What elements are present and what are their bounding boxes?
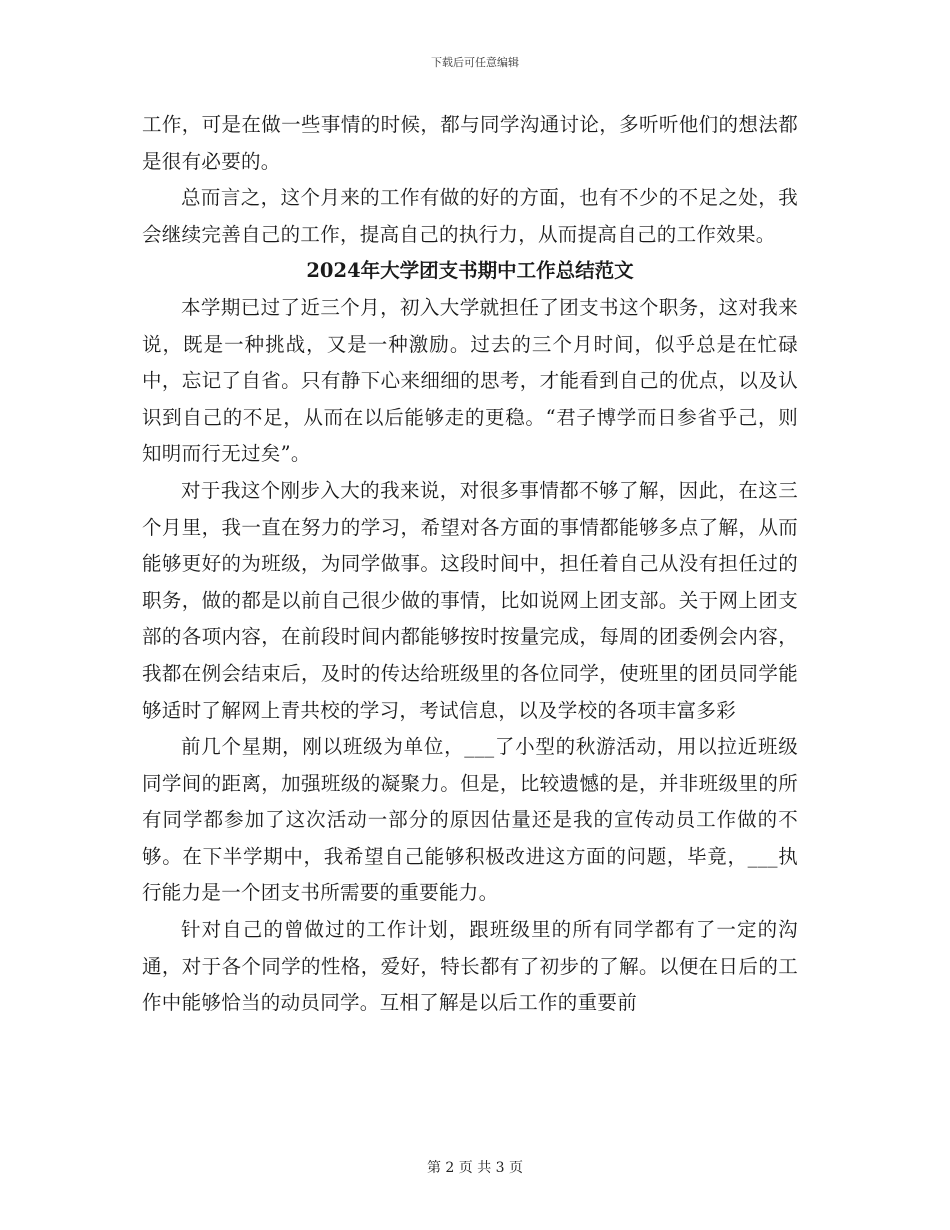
paragraph-activity: 前几个星期，刚以班级为单位，___了小型的秋游活动，用以拉近班级同学间的距离，加强班级的凝聚力。但是，比较遗憾的是，并非班级里的所有同学都参加了这次活动一部分的原因估量还是我的宣传动员工作做的不够。在下半学期中，我希望自己能够积极改进这方面的问题，毕竟，___执行能力是一个团支书所需要的重要能力。	[142, 735, 798, 905]
paragraph-continued: 工作，可是在做一些事情的时候，都与同学沟通讨论，多听听他们的想法都是很有必要的。	[142, 113, 798, 173]
document-body	[142, 107, 798, 1022]
document-title: 2024年大学团支书期中工作总结范文	[306, 259, 634, 283]
paragraph-plan: 针对自己的曾做过的工作计划，跟班级里的所有同学都有了一定的沟通，对于各个同学的性格，爱好，特长都有了初步的了解。以便在日后的工作中能够恰当的动员同学。互相了解是以后工作的重要前	[142, 918, 798, 1015]
page-number: 第 2 页 共 3 页	[426, 1160, 524, 1176]
paragraph-intro: 本学期已过了近三个月，初入大学就担任了团支书这个职务，这对我来说，既是一种挑战，又是一种激励。过去的三个月时间，似乎总是在忙碌中，忘记了自省。只有静下心来细细的思考，才能看到自己的优点，以及认识到自己的不足，从而在以后能够走的更稳。“君子博学而日参省乎己，则知明而行无过矣”。	[142, 295, 798, 466]
page-header-note: 下载后可任意编辑	[431, 56, 519, 69]
paragraph-learning: 对于我这个刚步入大的我来说，对很多事情都不够了解，因此，在这三个月里，我一直在努力的学习，希望对各方面的事情都能够多点了解，从而能够更好的为班级，为同学做事。这段时间中，担任着自己从没有担任过的职务，做的都是以前自己很少做的事情，比如说网上团支部。关于网上团支部的各项内容，在前段时间内都能够按时按量完成，每周的团委例会内容，我都在例会结束后，及时的传达给班级里的各位同学，使班里的团员同学能够适时了解网上青共校的学习，考试信息，以及学校的各项丰富多彩	[142, 478, 798, 722]
paragraph-summary: 总而言之，这个月来的工作有做的好的方面，也有不少的不足之处，我会继续完善自己的工作，提高自己的执行力，从而提高自己的工作效果。	[142, 186, 798, 246]
